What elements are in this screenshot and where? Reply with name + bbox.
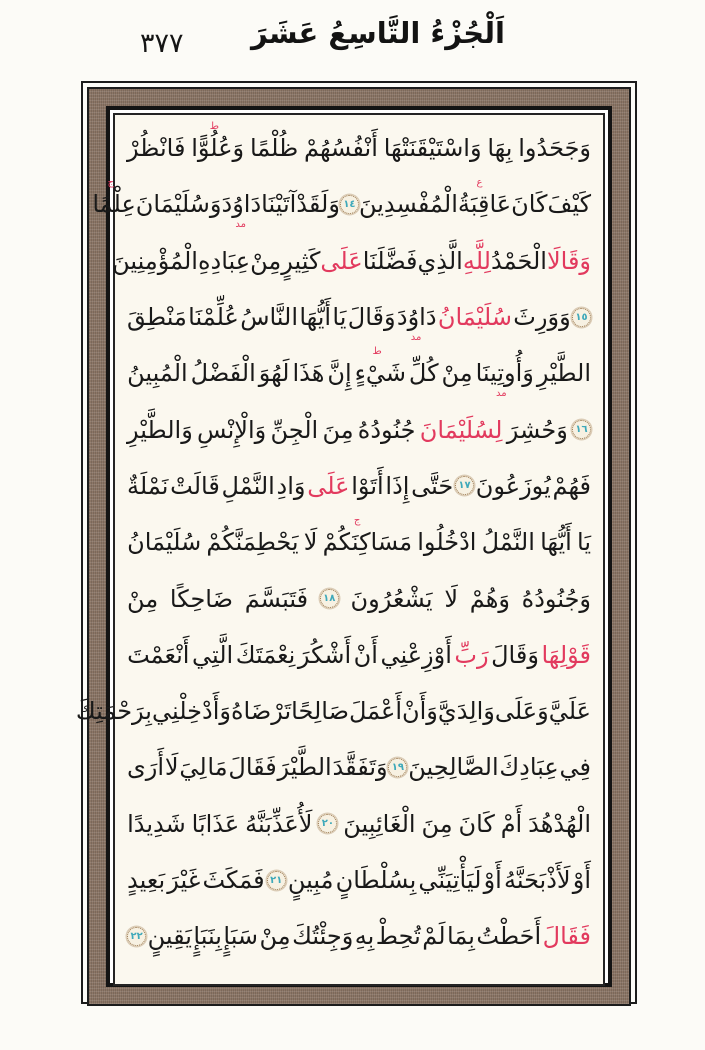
quran-word: أَنْعَمْتَ (127, 640, 190, 669)
quran-word: الْغَائِبِينَ (343, 809, 416, 838)
quran-word: بِهِ (354, 922, 375, 951)
quran-word: لِيَ (179, 753, 207, 782)
quran-word: وَالْإِنْسِ (197, 415, 267, 444)
quran-word: لَيَأْتِيَنِّي (418, 866, 482, 894)
quran-word: آتَيْنَا (261, 190, 297, 219)
quran-line (92, 176, 591, 232)
quran-line (75, 683, 591, 739)
quran-word: نَمْلَةٌ (127, 471, 169, 500)
quran-word: أَوْ (572, 866, 591, 894)
quran-word: أَوْزِعْنِي (380, 640, 452, 669)
quran-word: ظُلْمًا (249, 134, 299, 163)
quran-word: مِنْ (441, 359, 473, 388)
quran-word: تَرْضَاهُ (230, 697, 292, 726)
verse-number-rosette: ١٥ (572, 308, 591, 327)
quran-word: عُلِّمْنَا (188, 303, 239, 332)
quran-word: أَشْكُرَ (297, 640, 352, 669)
quran-word: عِبَادِكَ (499, 753, 559, 782)
frame-outer-line (75, 81, 637, 1004)
tajweed-mark-below: مد (495, 388, 507, 400)
quran-word: الْمُؤْمِنِينَ (112, 246, 198, 275)
quran-word: مِنَ (421, 809, 453, 838)
quran-word: بِنَبَإٍ (193, 922, 222, 951)
quran-line (127, 627, 591, 683)
quran-word: أَوْ (483, 866, 502, 894)
quran-word: شَدِيدًا (127, 809, 186, 838)
quran-word: الطَّيْرِ (536, 359, 591, 388)
quran-word: النَّاسُ (240, 303, 299, 332)
quran-word: لَأُعَذِّبَنَّهُ (245, 809, 313, 838)
quran-word: وَحُشِرَ (506, 415, 568, 444)
quran-word: مِنْ (259, 922, 291, 951)
quran-word: فَهُمْ (552, 471, 591, 500)
quran-word: كَانَ (458, 809, 495, 838)
verse-number-rosette: ٢٢ (127, 927, 146, 946)
juz-title: اَلْجُزْءُ التَّاسِعُ عَشَرَ (250, 16, 506, 50)
quran-word: الَّتِي (191, 640, 234, 669)
quran-word: لَا (303, 528, 318, 557)
quran-word: شَيْءٍ ط (354, 346, 406, 388)
quran-word: وَلَقَدْ (296, 190, 340, 219)
tajweed-mark-above: ع (476, 177, 483, 189)
quran-word: إِنَّ (327, 359, 352, 388)
quran-line (127, 570, 591, 626)
quran-word: عَاقِبَةُ ع (457, 177, 512, 219)
quran-word: مِنْ (250, 246, 282, 275)
tajweed-mark-above: ج (353, 515, 361, 527)
quran-word: يَشْعُرُونَ (350, 584, 433, 613)
quran-word: وَأَدْخِلْنِي (151, 697, 231, 726)
quran-word: سَبَإٍ (223, 922, 259, 951)
quran-word-tajweed: وَقَالَا (546, 246, 591, 275)
quran-word: أَيُّهَا (299, 303, 332, 332)
quran-word: تُحِطْ (375, 922, 421, 951)
quran-word: وَسُلَيْمَانَ (135, 190, 222, 219)
quran-word: قَالَتْ (170, 471, 220, 500)
quran-word: عَلَيَّ (548, 697, 591, 726)
quran-word: مِنْ (127, 584, 159, 613)
quran-word: فَقَالَ (228, 753, 277, 782)
quran-word: صَالِحًا (291, 697, 349, 726)
quran-word: وَجُنُودُهُ (521, 584, 591, 613)
verse-number-rosette: ٢١ (267, 871, 286, 890)
frame-second-line (75, 87, 631, 1006)
quran-word: وَالطَّيْرِ (127, 415, 193, 444)
quran-word: وَتَفَقَّدَ (332, 753, 388, 782)
quran-word: كَثِيرٍ (281, 246, 321, 275)
quran-word: نِعْمَتَكَ (235, 640, 296, 669)
quran-word: يَا (332, 303, 347, 332)
quran-word: وَالِدَيَّ (437, 697, 495, 726)
quran-word: أَنْفُسُهُمْ (303, 134, 378, 163)
quran-word-tajweed: لِسُلَيْمَانَ (419, 415, 503, 444)
quran-word: عَذَابًا (191, 809, 240, 838)
quran-word: إِذَا (385, 471, 410, 500)
quran-word: وَجَحَدُوا (518, 134, 591, 163)
quran-word: مَسَاكِنَكُمْ ج (322, 515, 413, 557)
quran-word: وَأَنْ (402, 697, 438, 726)
quran-word: لَأَذْبَحَنَّهُ (503, 866, 571, 894)
page-number: ٣٧٧ (140, 28, 184, 59)
tajweed-mark-below: مد (410, 332, 422, 344)
verse-number-rosette: ٢٠ (318, 814, 337, 833)
tajweed-mark-above: ج (107, 177, 115, 189)
verse-number-rosette: ١٤ (340, 195, 359, 214)
quran-word: لَمْ (422, 922, 446, 951)
quran-line (127, 739, 591, 795)
quran-line (127, 908, 591, 964)
quran-word: الْهُدْهُدَ (528, 809, 591, 838)
quran-word: سُلَيْمَانُ (127, 528, 202, 557)
quran-word: دَاوُدَ مد (396, 303, 437, 344)
frame-innermost-line (75, 113, 605, 986)
quran-word: وَقَالَ (491, 640, 539, 669)
frame-inner-thick-line (75, 106, 612, 987)
quran-word: فَتَبَسَّمَ (244, 584, 309, 613)
quran-word: النَّمْلِ (221, 471, 275, 500)
quran-word: الْمُفْسِدِينَ (358, 190, 458, 219)
quran-word: غَيْرَ (167, 866, 201, 894)
quran-word-tajweed: قَوْلِهَا (541, 640, 591, 669)
quran-word: بِسُلْطَانٍ (335, 866, 417, 894)
quran-word: الْفَضْلُ (190, 359, 256, 388)
quran-line (127, 514, 591, 570)
tajweed-mark-above: ط (372, 346, 382, 358)
quran-word: وَجِئْتُكَ (292, 922, 354, 951)
quran-word: وَاسْتَيْقَنَتْهَا (383, 134, 482, 163)
quran-word: النَّمْلُ (481, 528, 535, 557)
quran-word: أَعْمَلَ (348, 697, 403, 726)
quran-word: كُلِّ (408, 359, 439, 388)
quran-line (127, 401, 591, 457)
quran-word: وَادِ (276, 471, 306, 500)
quran-word: بِهَا (487, 134, 513, 163)
quran-line (127, 796, 591, 852)
quran-word: وَعَلَى (494, 697, 549, 726)
quran-word: لَهُوَ (258, 359, 290, 388)
quran-word: عِلْمًا ج (92, 177, 136, 219)
quran-word: الْمُبِينُ (127, 359, 188, 388)
quran-word: لَا (444, 584, 459, 613)
quran-word: فِي (559, 753, 591, 782)
quran-line (112, 233, 591, 289)
quran-word: وَوَرِثَ (513, 303, 571, 332)
quran-word: بَعِيدٍ (127, 866, 166, 894)
quran-word: الصَّالِحِينَ (408, 753, 499, 782)
verse-number-rosette: ١٩ (388, 758, 407, 777)
quran-word: بِمَا (447, 922, 475, 951)
verse-number-rosette: ١٦ (572, 420, 591, 439)
quran-word: كَيْفَ (547, 190, 591, 219)
verse-number-rosette: ١٨ (320, 589, 339, 608)
quran-word: يُوزَعُونَ (475, 471, 551, 500)
frame-brown-band (75, 89, 629, 1004)
quran-word: وَهُمْ (469, 584, 510, 613)
quran-word: بِرَحْمَتِكَ (75, 697, 152, 726)
tajweed-mark-below: مد (235, 219, 246, 231)
quran-word: ادْخُلُوا (417, 528, 477, 557)
quran-word-tajweed: فَقَالَ (542, 922, 591, 951)
quran-word: وَعُلُوًّا ط (191, 121, 245, 163)
quran-word: وَقَالَ (347, 303, 396, 332)
quran-word: مِنَ (322, 415, 354, 444)
quran-word-tajweed: عَلَى (307, 471, 350, 500)
verse-number-rosette: ١٧ (455, 476, 474, 495)
quran-word: فَانْظُرْ (127, 134, 186, 163)
quran-word: أَرَى (127, 753, 165, 782)
quran-word: كَانَ (511, 190, 548, 219)
quran-word: الطَّيْرَ (277, 753, 332, 782)
quran-word-tajweed: رَبِّ (454, 640, 489, 669)
quran-word: أَحَطْتُ (476, 922, 542, 951)
quran-word: الْحَمْدُ (490, 246, 547, 275)
quran-word-tajweed: سُلَيْمَانُ (437, 303, 512, 332)
quran-text-area (75, 115, 603, 984)
quran-line (127, 345, 591, 401)
quran-word: الَّذِي (417, 246, 463, 275)
quran-word: يَقِينٍ (147, 922, 192, 951)
quran-word: أَنْ (353, 640, 378, 669)
quran-word: عِبَادِهِ (197, 246, 251, 275)
quran-word-tajweed: عَلَى (320, 246, 363, 275)
quran-word: فَضَّلَنَا (362, 246, 418, 275)
quran-word: يَا (577, 528, 591, 557)
quran-word: مَا (207, 753, 228, 782)
quran-word: وَأُوتِينَا مد (475, 359, 534, 400)
quran-word: دَاوُدَ مد (221, 190, 262, 231)
quran-word: لَا (164, 753, 179, 782)
quran-line (127, 852, 591, 908)
quran-line (127, 120, 591, 176)
quran-word: فَمَكَثَ (202, 866, 265, 894)
quran-word: جُنُودُهُ (357, 415, 416, 444)
quran-word: أَيُّهَا (540, 528, 572, 557)
quran-word: أَمْ (500, 809, 523, 838)
quran-word: الْجِنِّ (270, 415, 319, 444)
quran-word: أَتَوْا (351, 471, 384, 500)
quran-word: هَذَا (292, 359, 325, 388)
tajweed-mark-above: ط (209, 121, 219, 133)
quran-line (127, 289, 591, 345)
quran-word: مَنْطِقَ (127, 303, 187, 332)
quran-word: حَتَّى (411, 471, 454, 500)
quran-word: ضَاحِكًا (169, 584, 233, 613)
quran-word: يَحْطِمَنَّكُمْ (206, 528, 299, 557)
quran-word-tajweed: لِلَّهِ (462, 246, 491, 275)
quran-line (127, 458, 591, 514)
quran-word: مُبِينٍ (287, 866, 334, 894)
